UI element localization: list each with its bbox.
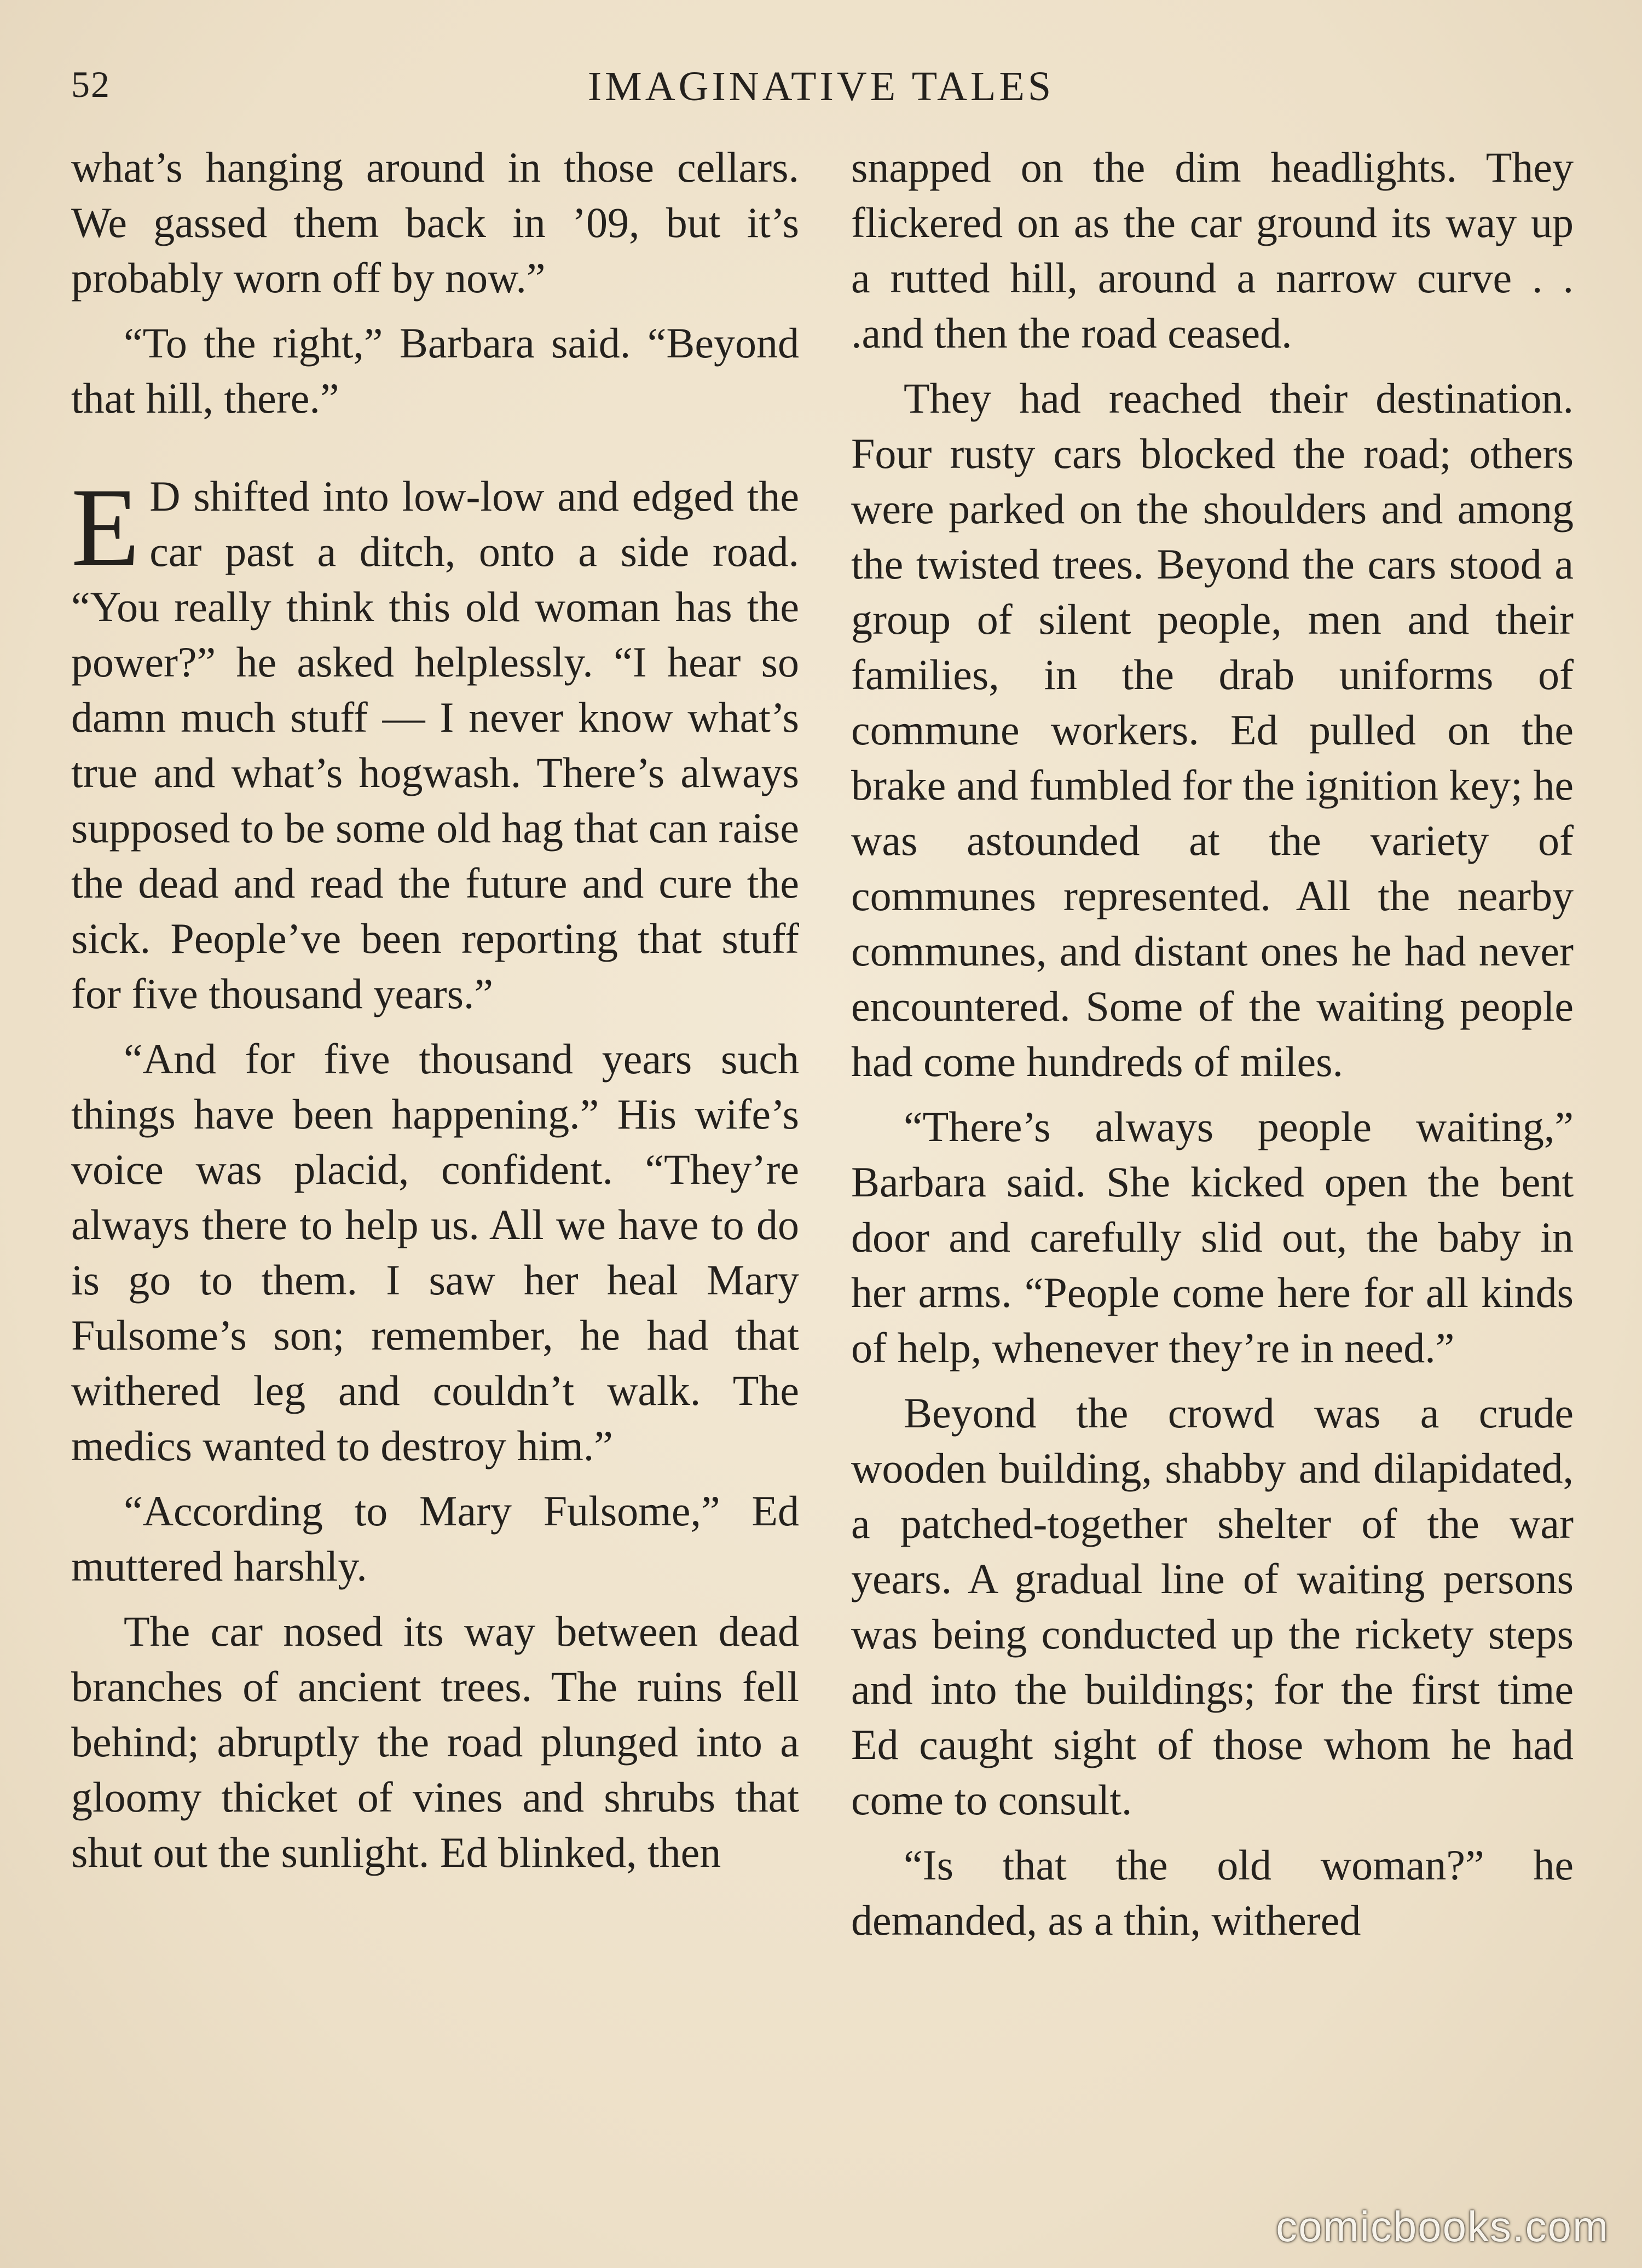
drop-cap: E	[71, 465, 140, 589]
paragraph: “To the right,” Barbara said. “Beyond that hill, there.”	[71, 319, 799, 422]
paragraph: “According to Mary Fulsome,” Ed muttered harshly.	[71, 1487, 799, 1590]
page-number: 52	[71, 63, 111, 105]
paragraph: The car nosed its way between dead branches of ancient trees. The ruins fell behind; abruptly the road plunged into a gloomy thicket of vines and shrubs that shut out the sunlight. Ed blinked, then	[71, 1607, 799, 1876]
paragraph-text: D shifted into low-low and edged the car past a ditch, onto a side road. “You really think this old woman has the power?” he asked helplessly. “I hear so damn much stuff — I never know what’s true and what’s hogwash. There’s always supposed to be some old hag that can raise the dead and read the future and cure the sick. People’ve been reporting that stuff for five thousand years.”	[71, 472, 799, 1017]
paragraph: snapped on the dim headlights. They flickered on as the car ground its way up a rutted hill, around a narrow curve . . .and then the road ceased.	[851, 143, 1574, 357]
paragraph: what’s hanging around in those cellars. We gassed them back in ’09, but it’s probably worn off by now.”	[71, 143, 799, 302]
paragraph: “And for five thousand years such things have been happening.” His wife’s voice was placid, confident. “They’re always there to help us. All we have to do is go to them. I saw her heal Mary Fulsome’s son; remember, he had that withered leg and couldn’t walk. The medics wanted to destroy him.”	[71, 1035, 799, 1469]
paragraph: “There’s always people waiting,” Barbara said. She kicked open the bent door and carefully slid out, the baby in her arms. “People come here for all kinds of help, whenever they’re in need.”	[851, 1103, 1574, 1372]
section-break	[71, 436, 799, 468]
left-column	[71, 140, 799, 1890]
paragraph: They had reached their destination. Four rusty cars blocked the road; others were parked on the shoulders and among the twisted trees. Beyond the cars stood a group of silent people, men and their families, in the drab uniforms of commune workers. Ed pulled on the brake and fumbled for the ignition key; he was astounded at the variety of communes represented. All the nearby communes, and distant ones he had never encountered. Some of the waiting people had come hundreds of miles.	[851, 374, 1574, 1085]
page-header	[71, 57, 1571, 118]
watermark: comicbooks.com	[1276, 2202, 1609, 2250]
paragraph: Beyond the crowd was a crude wooden building, shabby and dilapidated, a patched-together shelter of the war years. A gradual line of waiting persons was being conducted up the rickety steps and into the buildings; for the first time Ed caught sight of those whom he had come to consult.	[851, 1389, 1574, 1824]
paragraph: “Is that the old woman?” he demanded, as a thin, withered	[851, 1841, 1574, 1944]
right-column	[851, 140, 1574, 1958]
running-head: IMAGINATIVE TALES	[587, 63, 1055, 109]
paragraph-with-dropcap	[71, 465, 799, 1021]
